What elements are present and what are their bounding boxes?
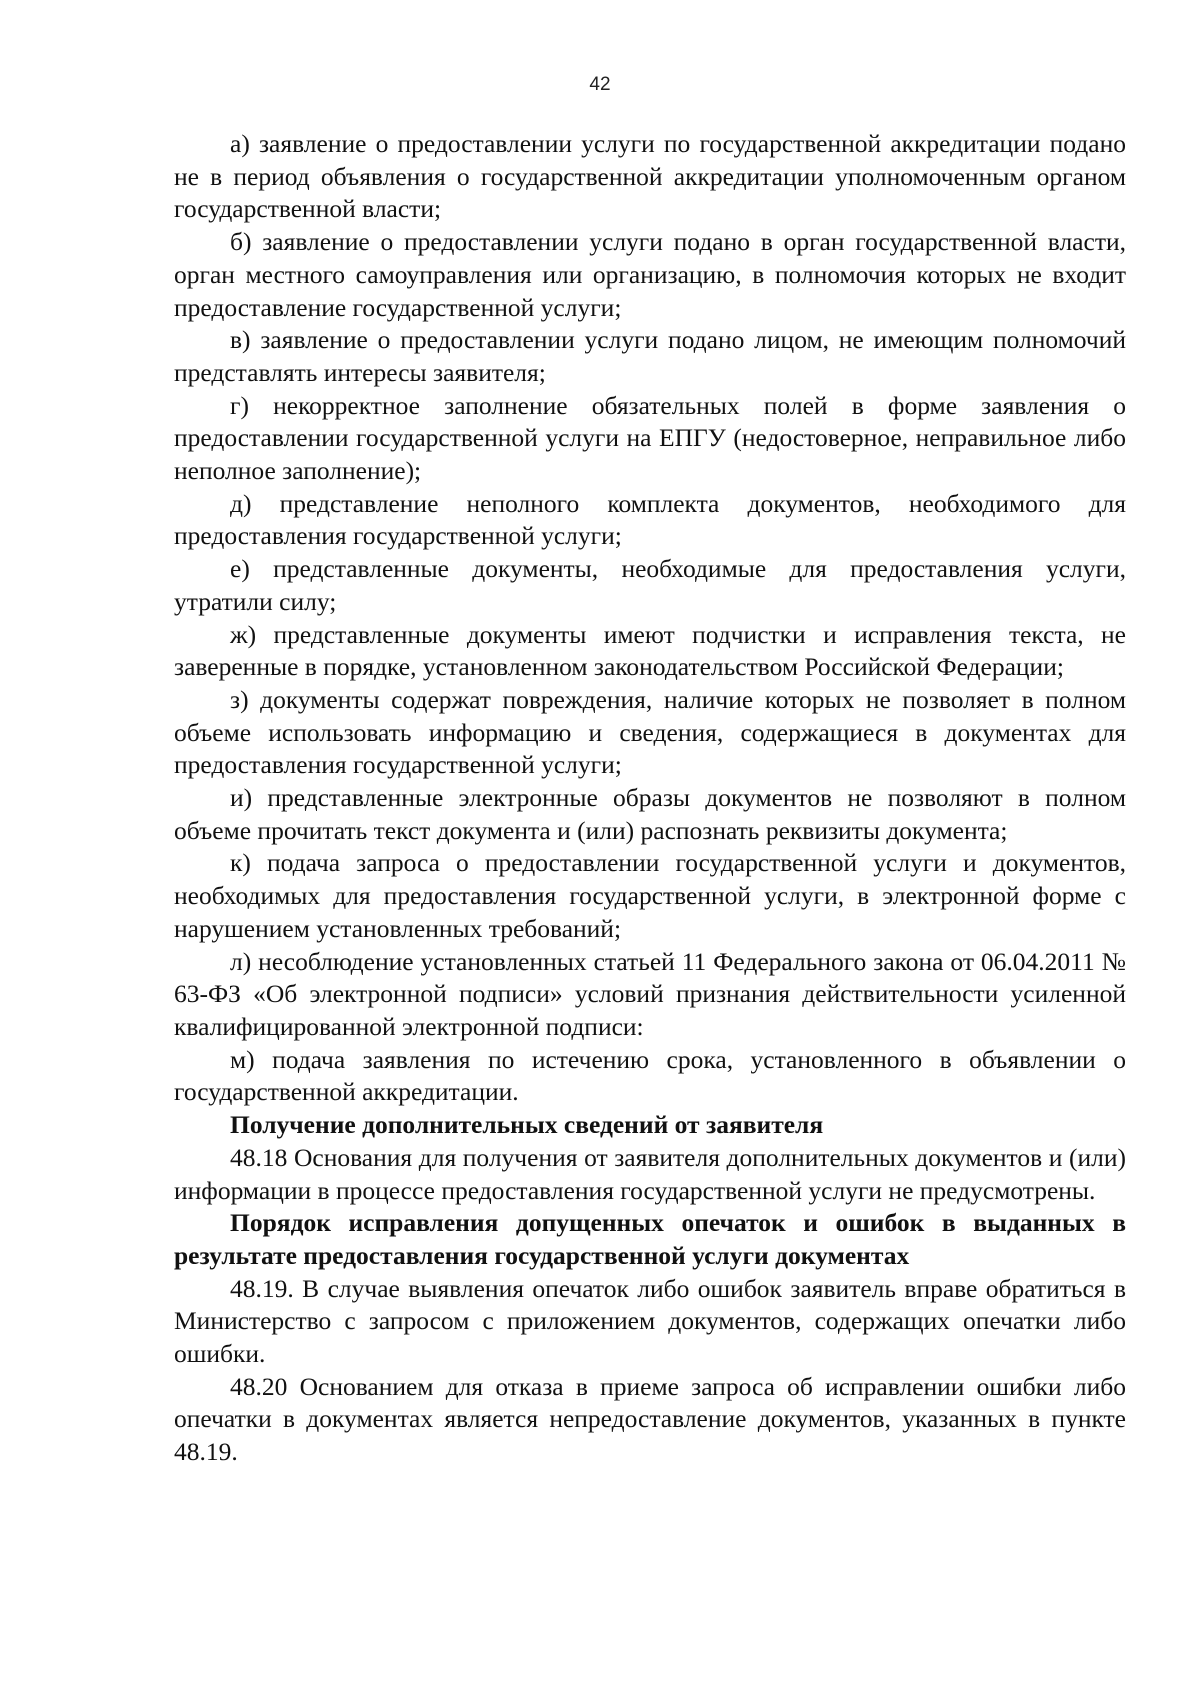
list-item-b: б) заявление о предоставлении услуги подано в орган государственной власти, орган местного самоуправления или организацию, в полномочия которых не входит предоставление государственной услуги; (174, 227, 1126, 322)
list-item-d: д) представление неполного комплекта документов, необходимого для предоставления государственной услуги; (174, 488, 1126, 551)
page-number: 42 (589, 74, 611, 95)
list-item-k: к) подача запроса о предоставлении государственной услуги и документов, необходимых для предоставления государственной услуги, в электронной форме с нарушением установленных требований; (174, 848, 1126, 943)
list-item-i: и) представленные электронные образы документов не позволяют в полном объеме прочитать текст документа и (или) распознать реквизиты документа; (174, 783, 1126, 845)
paragraph-48-18: 48.18 Основания для получения от заявителя дополнительных документов и (или) информации в процессе предоставления государственной услуги не предусмотрены. (174, 1142, 1126, 1205)
list-item-l: л) несоблюдение установленных статьей 11 Федерального закона от 06.04.2011 № 63-ФЗ «Об электронной подписи» условий признания действительности усиленной квалифицированной электронной подписи: (174, 946, 1126, 1041)
document-body (174, 128, 1126, 1469)
list-item-m: м) подача заявления по истечению срока, установленного в объявлении о государственной аккредитации. (174, 1044, 1126, 1107)
list-item-g: г) некорректное заполнение обязательных полей в форме заявления о предоставлении государственной услуги на ЕПГУ (недостоверное, неправильное либо неполное заполнение); (174, 390, 1126, 486)
list-item-e: е) представленные документы, необходимые для предоставления услуги, утратили силу; (174, 554, 1126, 616)
section-heading-additional-info: Получение дополнительных сведений от заявителя (230, 1110, 824, 1140)
paragraph-48-19: 48.19. В случае выявления опечаток либо ошибок заявитель вправе обратиться в Министерство с запросом с приложением документов, содержащих опечатки либо ошибки. (174, 1273, 1126, 1369)
section-heading-error-correction: Порядок исправления допущенных опечаток и ошибок в выданных в результате предоставления государственной услуги документах (174, 1208, 1126, 1270)
list-item-v: в) заявление о предоставлении услуги подано лицом, не имеющим полномочий представлять интересы заявителя; (174, 325, 1126, 387)
list-item-zh: ж) представленные документы имеют подчистки и исправления текста, не заверенные в порядке, установленном законодательством Российской Федерации; (174, 619, 1126, 682)
paragraph-48-20: 48.20 Основанием для отказа в приеме запроса об исправлении ошибки либо опечатки в документах является непредоставление документов, указанных в пункте 48.19. (174, 1371, 1126, 1467)
list-item-z: з) документы содержат повреждения, наличие которых не позволяет в полном объеме использовать информацию и сведения, содержащиеся в документах для предоставления государственной услуги; (174, 684, 1126, 780)
list-item-a: а) заявление о предоставлении услуги по государственной аккредитации подано не в период объявления о государственной аккредитации уполномоченным органом государственной власти; (174, 129, 1126, 224)
